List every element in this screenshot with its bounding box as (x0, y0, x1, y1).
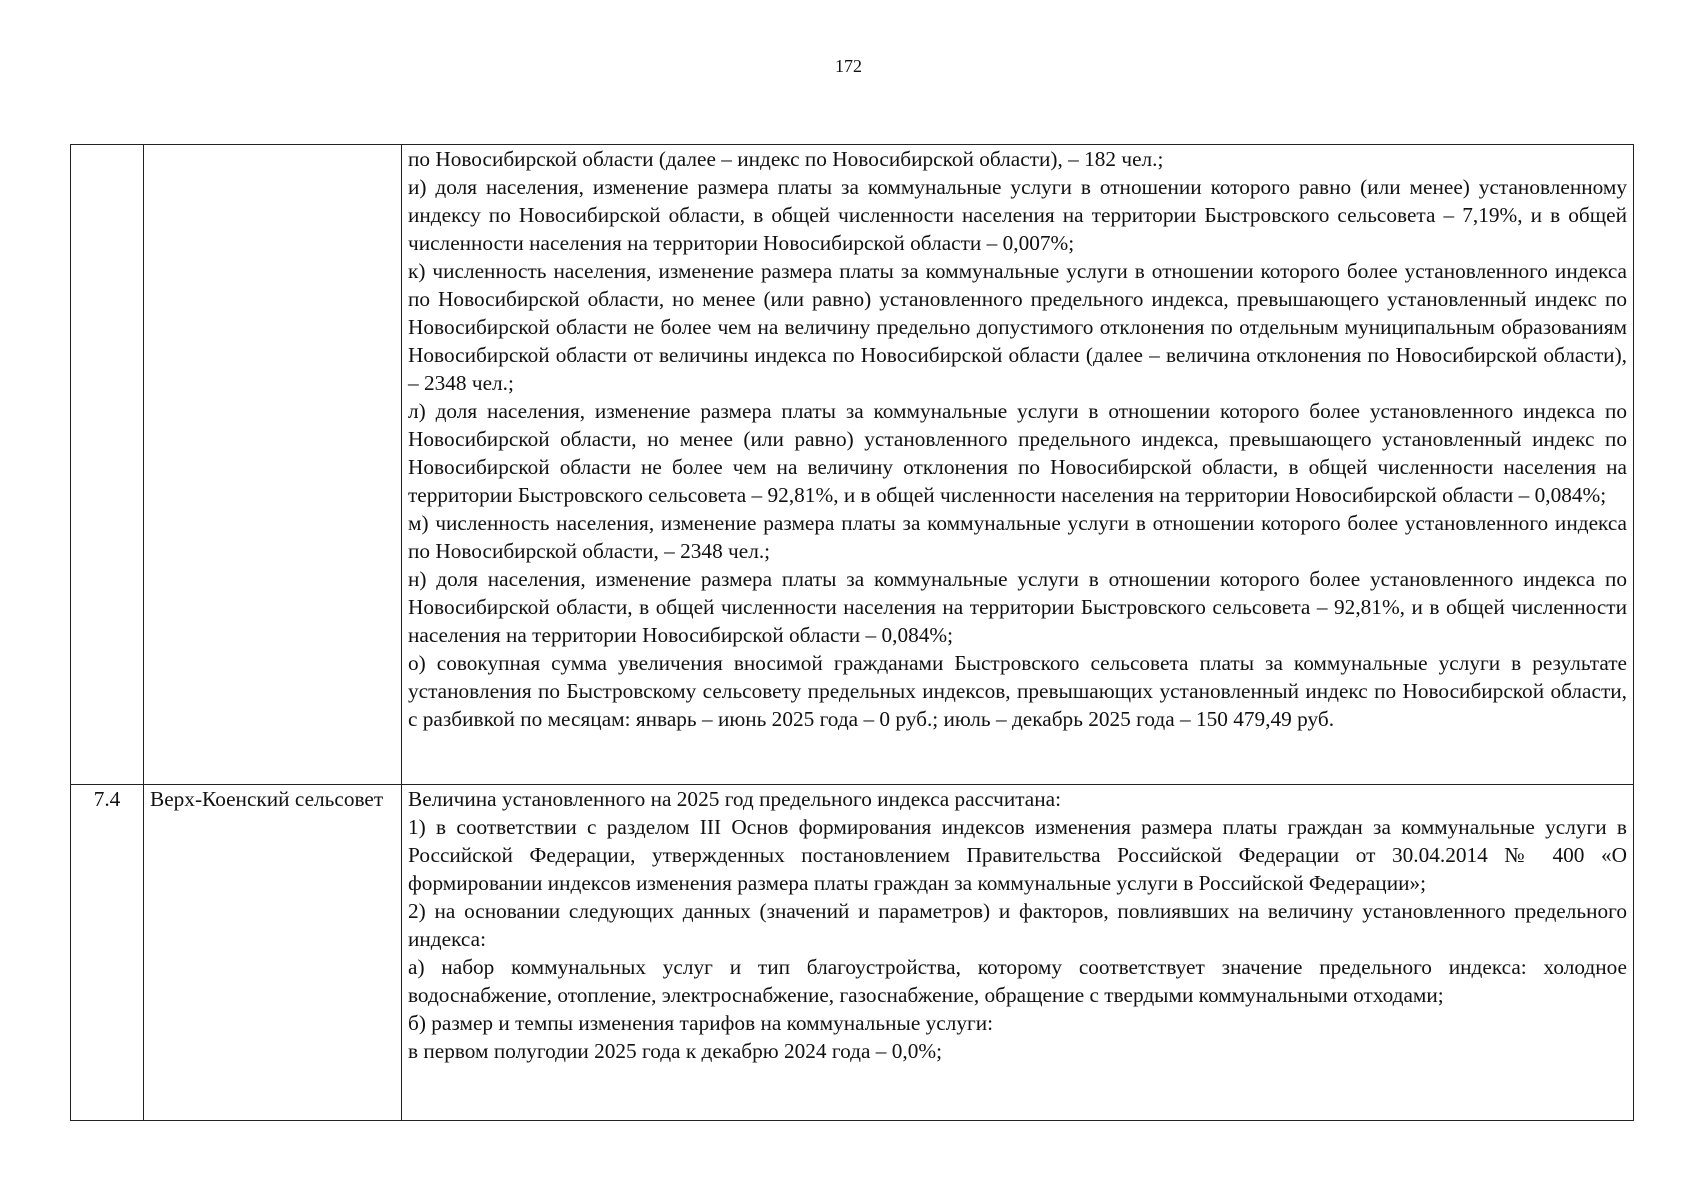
paragraph: 2) на основании следующих данных (значений и параметров) и факторов, повлиявших на величину установленного предельного индекса: (408, 899, 1627, 951)
paragraph: н) доля населения, изменение размера платы за коммунальные услуги в отношении которого более установленного индекса по Новосибирской области, в общей численности населения на территории Быстровского сельсовета – 92,81%, и в общей численности населения на территории Новосибирской области – 0,084%; (408, 567, 1627, 647)
row-number-cell: 7.4 (71, 785, 144, 1121)
paragraph: о) совокупная сумма увеличения вносимой гражданами Быстровского сельсовета платы за коммунальные услуги в результате установления по Быстровскому сельсовету предельных индексов, превышающих установленный индекс по Новосибирской области, с разбивкой по месяцам: январь – июнь 2025 года – 0 руб.; июль – декабрь 2025 года – 150 479,49 руб. (408, 651, 1627, 731)
document-table (70, 144, 1634, 1121)
paragraph: и) доля населения, изменение размера платы за коммунальные услуги в отношении которого равно (или менее) установленному индексу по Новосибирской области, в общей численности населения на территории Быстровского сельсовета – 7,19%, и в общей численности населения на территории Новосибирской области – 0,007%; (408, 175, 1627, 255)
paragraph: в первом полугодии 2025 года к декабрю 2024 года – 0,0%; (408, 1039, 943, 1063)
table-row (71, 785, 1634, 1121)
paragraph: 1) в соответствии с разделом III Основ формирования индексов изменения размера платы граждан за коммунальные услуги в Российской Федерации, утвержденных постановлением Правительства Российской Федерации от 30.04.2014 № 400 «О формировании индексов изменения размера платы граждан за коммунальные услуги в Российской Федерации»; (408, 815, 1627, 895)
paragraph: Величина установленного на 2025 год предельного индекса рассчитана: (408, 787, 1062, 811)
paragraph: к) численность населения, изменение размера платы за коммунальные услуги в отношении которого более установленного индекса по Новосибирской области, но менее (или равно) установленного предельного индекса, превышающего установленный индекс по Новосибирской области не более чем на величину предельно допустимого отклонения по отдельным муниципальным образованиям Новосибирской области от величины индекса по Новосибирской области (далее – величина отклонения по Новосибирской области), – 2348 чел.; (408, 259, 1627, 395)
table-row (71, 145, 1634, 785)
municipality-name-cell: Верх-Коенский сельсовет (144, 785, 402, 1121)
paragraph: м) численность населения, изменение размера платы за коммунальные услуги в отношении которого более установленного индекса по Новосибирской области, – 2348 чел.; (408, 511, 1627, 563)
paragraph: по Новосибирской области (далее – индекс по Новосибирской области), – 182 чел.; (408, 147, 1164, 171)
row-number-cell (71, 145, 144, 785)
municipality-name-cell (144, 145, 402, 785)
paragraph: а) набор коммунальных услуг и тип благоустройства, которому соответствует значение предельного индекса: холодное водоснабжение, отопление, электроснабжение, газоснабжение, обращение с твердыми коммунальными отходами; (408, 955, 1627, 1007)
page-number: 172 (835, 56, 862, 76)
paragraph: л) доля населения, изменение размера платы за коммунальные услуги в отношении которого более установленного индекса по Новосибирской области, но менее (или равно) установленного предельного индекса, превышающего установленный индекс по Новосибирской области не более чем на величину отклонения по Новосибирской области, в общей численности населения на территории Быстровского сельсовета – 92,81%, и в общей численности населения на территории Новосибирской области – 0,084%; (408, 399, 1627, 507)
description-cell (402, 145, 1634, 785)
paragraph: б) размер и темпы изменения тарифов на коммунальные услуги: (408, 1011, 994, 1035)
description-cell (402, 785, 1634, 1121)
